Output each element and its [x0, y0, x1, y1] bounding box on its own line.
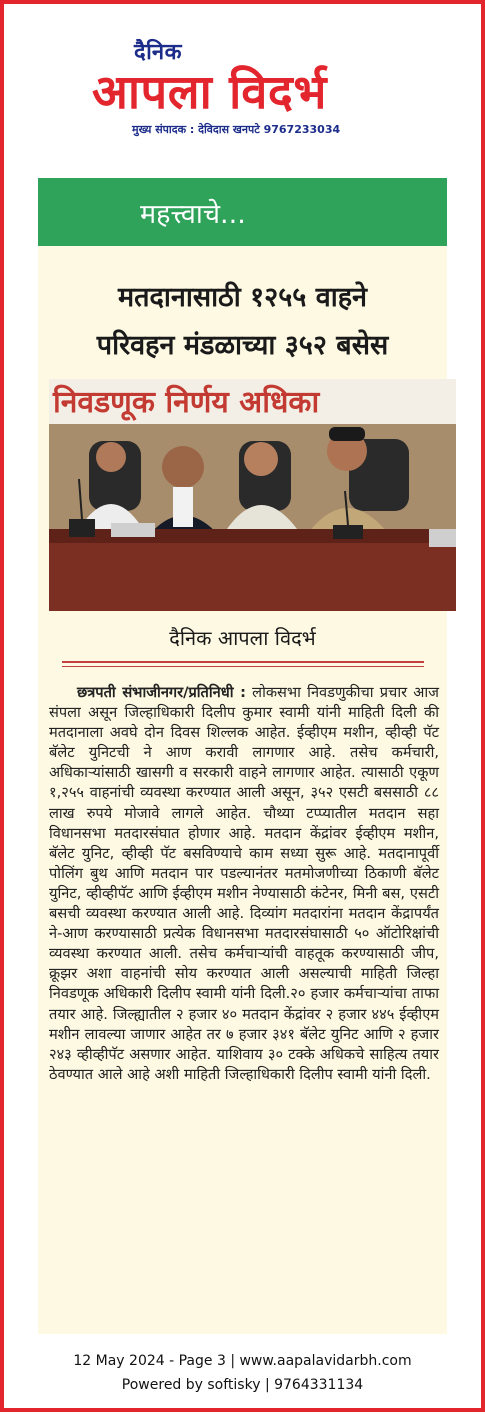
masthead-title: आपला विदर्भ: [92, 65, 327, 120]
news-photo: [49, 379, 456, 611]
section-label: महत्त्वाचे...: [140, 199, 246, 230]
article-byline: छत्रपती संभाजीनगर/प्रतिनिधी :: [77, 684, 246, 701]
headline-line-1: मतदानासाठी १२५५ वाहने: [117, 282, 368, 313]
masthead: [0, 36, 485, 146]
editor-line: मुख्य संपादक : देविदास खनपटे 9767233034: [132, 123, 341, 136]
footer-credit-line: Powered by softisky | 9764331134: [121, 1377, 364, 1393]
backdrop-banner-text: निवडणूक निर्णय अधिका: [53, 385, 320, 420]
footer-date-line: 12 May 2024 - Page 3 | www.aapalavidarbh.com: [73, 1353, 412, 1369]
divider-rule-thin: [62, 666, 424, 667]
article-body: [49, 683, 439, 1085]
divider-rule: [62, 661, 424, 663]
photo-caption: दैनिक आपला विदर्भ: [169, 626, 316, 650]
article-text: लोकसभा निवडणुकीचा प्रचार आज संपला असून जिल्हाधिकारी दिलीप कुमार स्वामी यांनी माहिती दिली की मतदानाला अवघे दोन दिवस शिल्लक आहेत. ईव्हीएम मशीन, व्हीव्ही पॅट बॅलेट युनिटची ने आण करावी लागणार आहे. तसेच कर्मचारी, अधिकाऱ्यांसाठी खासगी व सरकारी वाहने लागणार आहेत. त्यासाठी एकूण १,२५५ वाहनांची व्यवस्था करण्यात आली असून, ३५२ एसटी बससाठी ८८ लाख रुपये मोजावे लागले आहेत. चौथ्या टप्प्यातील मतदान सहा विधानसभा मतदारसंघात होणार आहे. मतदान केंद्रांवर ईव्हीएम मशीन, बॅलेट युनिट, व्हीव्ही पॅट बसविण्याचे काम सध्या सुरू आहे. मतदानापूर्वी पोलिंग बुथ आणि मतदान पार पडल्यानंतर मतमोजणीच्या ठिकाणी बॅलेट युनिट, व्हीव्हीपॅट आणि ईव्हीएम मशीन नेण्यासाठी कंटेनर, मिनी बस, एसटी बसची व्यवस्था करण्यात आली आहे. दिव्यांग मतदारांना मतदान केंद्रापर्यंत ने-आण करण्यासाठी प्रत्येक विधानसभा मतदारसंघासाठी ५० ऑटोरिक्षांची व्यवस्था करण्यात आली. तसेच कर्मचाऱ्यांची वाहतूक करण्यासाठी जीप, क्रूझर अशा वाहनांची सोय करण्यात आली असल्याची माहिती जिल्हा निवडणूक अधिकारी दिलीप स्वामी यांनी दिली.२० हजार कर्मचाऱ्यांचा ताफा तयार आहे. जिल्ह्यातील २ हजार ४० मतदान केंद्रांवर २ हजार ४४५ ईव्हीएम मशीन लावल्या जाणार आहेत तर ७ हजार ३४१ बॅलेट युनिट आणि २ हजार २४३ व्हीव्हीपॅट असणार आहेत. याशिवाय ३० टक्के अधिकचे साहित्य तयार ठेवण्यात आले आहे अशी माहिती जिल्हाधिकारी दिलीप स्वामी यांनी दिली.: [49, 684, 440, 1083]
news-card: [38, 178, 447, 1334]
headline: [38, 274, 447, 370]
headline-line-2: परिवहन मंडळाच्या ३५२ बसेस: [96, 330, 389, 361]
masthead-small-title: दैनिक: [134, 40, 182, 65]
section-banner: [38, 178, 447, 246]
